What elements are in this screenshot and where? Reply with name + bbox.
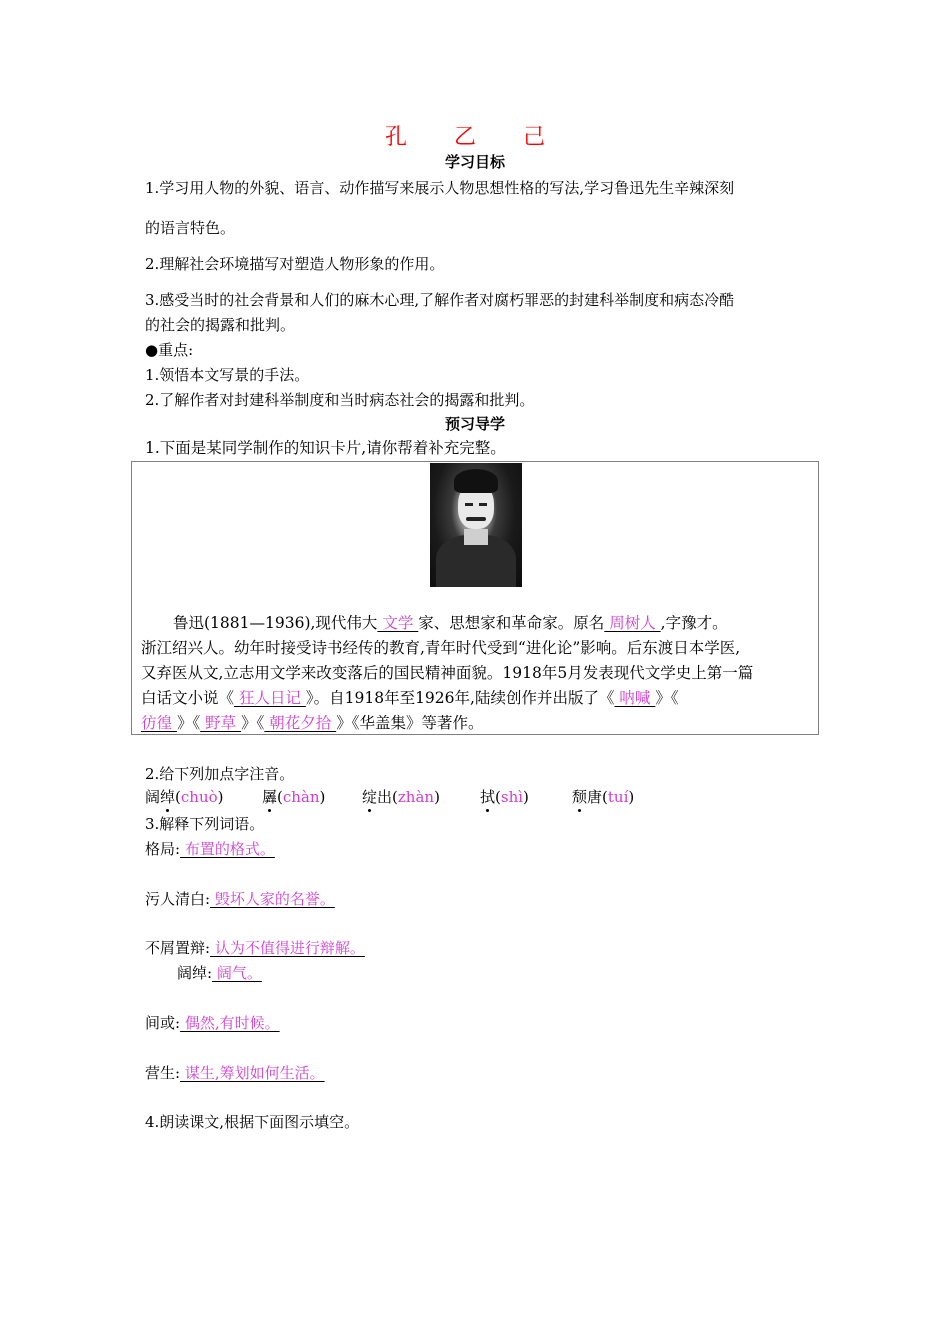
paren: )	[434, 788, 440, 806]
card-line-5	[141, 712, 483, 734]
pinyin-item-1	[145, 787, 224, 807]
pinyin-item-3	[362, 787, 440, 807]
question-4: 4.朗读课文,根据下面图示填空。	[145, 1113, 360, 1131]
answer-blank: 野草	[200, 714, 242, 732]
term-row	[145, 1013, 280, 1033]
objectives-heading: 学习目标	[444, 153, 505, 171]
term-row	[145, 938, 365, 958]
answer-blank: 狂人日记	[234, 689, 306, 707]
pinyin-item-5	[572, 787, 634, 807]
dotted-char: 绽	[362, 788, 378, 806]
card-line-4	[141, 687, 679, 709]
key-point-1: 1.领悟本文写景的手法。	[145, 366, 310, 384]
card-line-1	[173, 612, 728, 634]
char: 唐	[587, 788, 603, 806]
term-answer: 偶然,有时候。	[180, 1014, 280, 1032]
objective-1-line-2: 的语言特色。	[145, 219, 236, 237]
question-2-label: 2.给下列加点字注音。	[145, 765, 295, 783]
card-text: 》《	[176, 714, 201, 732]
card-text: 》。自1918年至1926年,陆续创作并出版了《	[305, 689, 615, 707]
pinyin-answer: tuí	[607, 788, 629, 806]
key-points-label: ●重点:	[145, 341, 194, 359]
pinyin-answer: zhàn	[397, 788, 435, 806]
card-text: ,字豫才。	[660, 614, 728, 632]
card-text: 鲁迅(1881—1936),现代伟大	[173, 614, 378, 632]
term-row	[177, 963, 262, 983]
answer-blank: 周树人	[604, 614, 661, 632]
pinyin-answer: chuò	[180, 788, 218, 806]
term-label: 格局:	[145, 840, 181, 858]
card-text: 家、思想家和革命家。原名	[418, 614, 605, 632]
dotted-char: 羼	[262, 788, 278, 806]
term-label: 间或:	[145, 1014, 181, 1032]
pinyin-answer: shì	[500, 788, 524, 806]
dotted-char: 绰	[160, 788, 176, 806]
term-label: 营生:	[145, 1064, 181, 1082]
pinyin-item-4	[480, 787, 529, 807]
term-label: 不屑置辩:	[145, 939, 211, 957]
term-row	[145, 1063, 325, 1083]
preview-heading: 预习导学	[444, 415, 505, 433]
page-title: 孔 乙 己	[385, 125, 565, 150]
paren: (	[277, 788, 283, 806]
card-text: 》《	[655, 689, 679, 707]
term-label: 阔绰:	[177, 964, 213, 982]
card-text: 》《	[241, 714, 265, 732]
key-point-2: 2.了解作者对封建科举制度和当时病态社会的揭露和批判。	[145, 391, 535, 409]
card-line-3: 又弃医从文,立志用文学来改变落后的国民精神面貌。1918年5月发表现代文学史上第一篇	[141, 664, 754, 682]
term-answer: 布置的格式。	[180, 840, 275, 858]
card-text: 白话文小说《	[141, 689, 235, 707]
knowledge-card	[131, 461, 819, 735]
term-row	[145, 889, 335, 909]
term-answer: 谋生,筹划如何生活。	[180, 1064, 325, 1082]
term-label: 污人清白:	[145, 890, 211, 908]
answer-blank: 呐喊	[614, 689, 656, 707]
char: 出	[377, 788, 393, 806]
paren: )	[319, 788, 326, 806]
dotted-char: 颓	[572, 788, 588, 806]
paren: (	[392, 788, 398, 806]
char: 阔	[145, 788, 161, 806]
answer-blank: 朝花夕拾	[264, 714, 337, 732]
pinyin-answer: chàn	[282, 788, 320, 806]
objective-1-line-1: 1.学习用人物的外貌、语言、动作描写来展示人物思想性格的写法,学习鲁迅先生辛辣深刻	[145, 179, 735, 197]
paren: (	[175, 788, 181, 806]
term-answer: 认为不值得进行辩解。	[210, 939, 365, 957]
objective-3-line-2: 的社会的揭露和批判。	[145, 316, 296, 334]
term-answer: 阔气。	[212, 964, 262, 982]
paren: )	[217, 788, 224, 806]
paren: )	[628, 788, 635, 806]
question-1: 1.下面是某同学制作的知识卡片,请你帮着补充完整。	[145, 439, 506, 457]
answer-blank: 彷徨	[141, 714, 177, 732]
question-3-label: 3.解释下列词语。	[145, 815, 265, 833]
objective-2: 2.理解社会环境描写对塑造人物形象的作用。	[145, 255, 445, 273]
term-row	[145, 839, 275, 859]
dotted-char: 拭	[480, 788, 496, 806]
term-answer: 毁坏人家的名誉。	[210, 890, 335, 908]
card-text: 》《华盖集》等著作。	[336, 714, 484, 732]
paren: (	[495, 788, 501, 806]
card-line-2: 浙江绍兴人。幼年时接受诗书经传的教育,青年时代受到“进化论”影响。后东渡日本学医,	[141, 639, 741, 657]
pinyin-item-2	[262, 787, 325, 807]
paren: )	[523, 788, 529, 806]
answer-blank: 文学	[377, 614, 419, 632]
lu-xun-portrait	[430, 463, 522, 587]
paren: (	[602, 788, 608, 806]
objective-3-line-1: 3.感受当时的社会背景和人们的麻木心理,了解作者对腐朽罪恶的封建科举制度和病态冷酷	[145, 291, 735, 309]
